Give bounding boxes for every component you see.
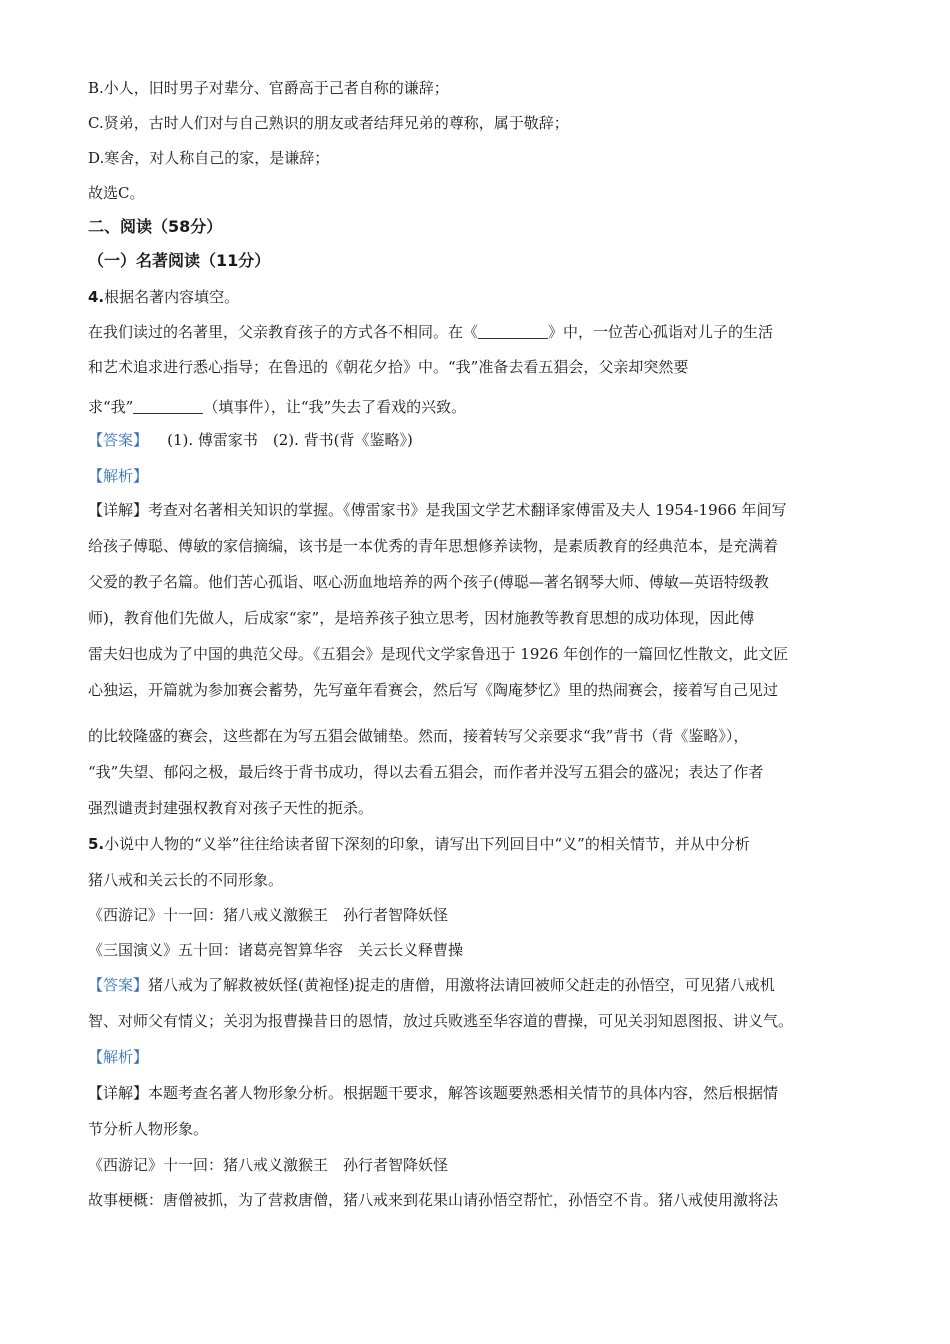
q5-detail-text: 本题考查名著人物形象分析。根据题干要求，解答该题要熟悉相关情节的具体内容，然后根据情	[148, 1084, 779, 1102]
q5-prompt-text: 小说中人物的“义举”往往给读者留下深刻的印象，请写出下列回目中“义”的相关情节，并从中分析	[104, 835, 750, 853]
q4-detail-line-4: 雷夫妇也成为了中国的典范父母。《五猖会》是现代文学家鲁迅于 1926 年创作的一篇回忆性散文，此文匠	[88, 645, 789, 663]
q5-story: 故事梗概：唐僧被抓，为了营救唐僧，猪八戒来到花果山请孙悟空帮忙，孙悟空不肯。猪八戒使用激将法	[88, 1191, 779, 1209]
q4-detail-line-7: “我”失望、郁闷之极，最后终于背书成功，得以去看五猖会，而作者并没写五猖会的盛况；表达了作者	[88, 763, 764, 781]
section-title: 二、阅读（58分）	[88, 217, 223, 236]
q4-line-1-start: 在我们读过的名著里，父亲教育孩子的方式各不相同。在《	[88, 323, 479, 341]
blank-2	[133, 399, 203, 414]
q5-answer-2: 智、对师父有情义；关羽为报曹操昔日的恩情，放过兵败逃至华容道的曹操，可见关羽知恩图报、讲义气。	[88, 1012, 794, 1030]
q5-answer-text: 猪八戒为了解救被妖怪(黄袍怪)捉走的唐僧，用激将法请回被师父赶走的孙悟空，可见猪八戒机	[148, 976, 775, 994]
q4-line-3-start: 求“我”	[88, 398, 134, 416]
option-d-line: D.寒舍，对人称自己的家，是谦辞；	[88, 149, 330, 167]
q5-number: 5.	[88, 835, 105, 853]
q4-detail-line-5: 心独运，开篇就为参加赛会蓄势，先写童年看赛会，然后写《陶庵梦忆》里的热闹赛会，接着写自己见过	[88, 681, 779, 699]
q4-answer	[88, 430, 413, 450]
q5-ref-1: 《西游记》十一回：猪八戒义激猴王 孙行者智降妖怪	[88, 906, 449, 924]
analysis-tag: 【解析】	[88, 1048, 149, 1066]
q4-line-2: 和艺术追求进行悉心指导；在鲁迅的《朝花夕拾》中。“我”准备去看五猖会，父亲却突然要	[88, 358, 689, 376]
q4-detail-line-8: 强烈谴责封建强权教育对孩子天性的扼杀。	[88, 799, 374, 817]
q4-line-3	[88, 397, 466, 417]
q4-line-1-end: 》中，一位苦心孤诣对儿子的生活	[548, 323, 774, 341]
q4-detail-line-3: 师)，教育他们先做人，后成家“家”，是培养孩子独立思考，因材施教等教育思想的成功体现，因此傅	[88, 609, 755, 627]
answer-tag: 【答案】	[88, 431, 149, 449]
q4-number: 4.	[88, 288, 105, 306]
q4-prompt	[88, 287, 239, 307]
q4-detail-line-1: 给孩子傅聪、傅敏的家信摘编，该书是一本优秀的青年思想修养读物，是素质教育的经典范本，是充满着	[88, 537, 779, 555]
q4-detail-text: 考查对名著相关知识的掌握。《傅雷家书》是我国文学艺术翻译家傅雷及夫人 1954-1966 年间写	[148, 501, 787, 519]
q4-answer-text: (1). 傅雷家书 (2). 背书(背《鉴略》)	[167, 431, 413, 449]
q5-detail-1	[88, 1083, 778, 1103]
detail-tag: 【详解】	[88, 501, 149, 519]
q5-prompt-1	[88, 834, 750, 854]
q4-line-3-end: （填事件），让“我”失去了看戏的兴致。	[203, 398, 467, 416]
q5-ref-3: 《西游记》十一回：猪八戒义激猴王 孙行者智降妖怪	[88, 1156, 449, 1174]
subsection-title: （一）名著阅读（11分）	[88, 251, 271, 270]
q4-prompt-text: 根据名著内容填空。	[104, 288, 240, 306]
q5-prompt-2: 猪八戒和关云长的不同形象。	[88, 871, 284, 889]
q5-answer-1	[88, 975, 775, 995]
detail-tag: 【详解】	[88, 1084, 149, 1102]
q4-line-1	[88, 322, 773, 342]
answer-choice-line: 故选C。	[88, 184, 145, 202]
q4-detail-line-0	[88, 500, 786, 520]
option-c-line: C.贤弟，古时人们对与自己熟识的朋友或者结拜兄弟的尊称，属于敬辞；	[88, 114, 569, 132]
q4-detail-line-6: 的比较隆盛的赛会，这些都在为写五猖会做铺垫。然而，接着转写父亲要求“我”背书（背《鉴略》），	[88, 727, 749, 745]
q4-detail-line-2: 父爱的教子名篇。他们苦心孤诣、呕心沥血地培养的两个孩子(傅聪—著名钢琴大师、傅敏—英语特级教	[88, 573, 769, 591]
q5-ref-2: 《三国演义》五十回：诸葛亮智算华容 关云长义释曹操	[88, 941, 464, 959]
answer-tag: 【答案】	[88, 976, 149, 994]
analysis-tag: 【解析】	[88, 467, 149, 485]
q5-detail-2: 节分析人物形象。	[88, 1120, 209, 1138]
blank-1	[478, 324, 548, 339]
option-b-line: B.小人，旧时男子对辈分、官爵高于己者自称的谦辞；	[88, 79, 449, 97]
